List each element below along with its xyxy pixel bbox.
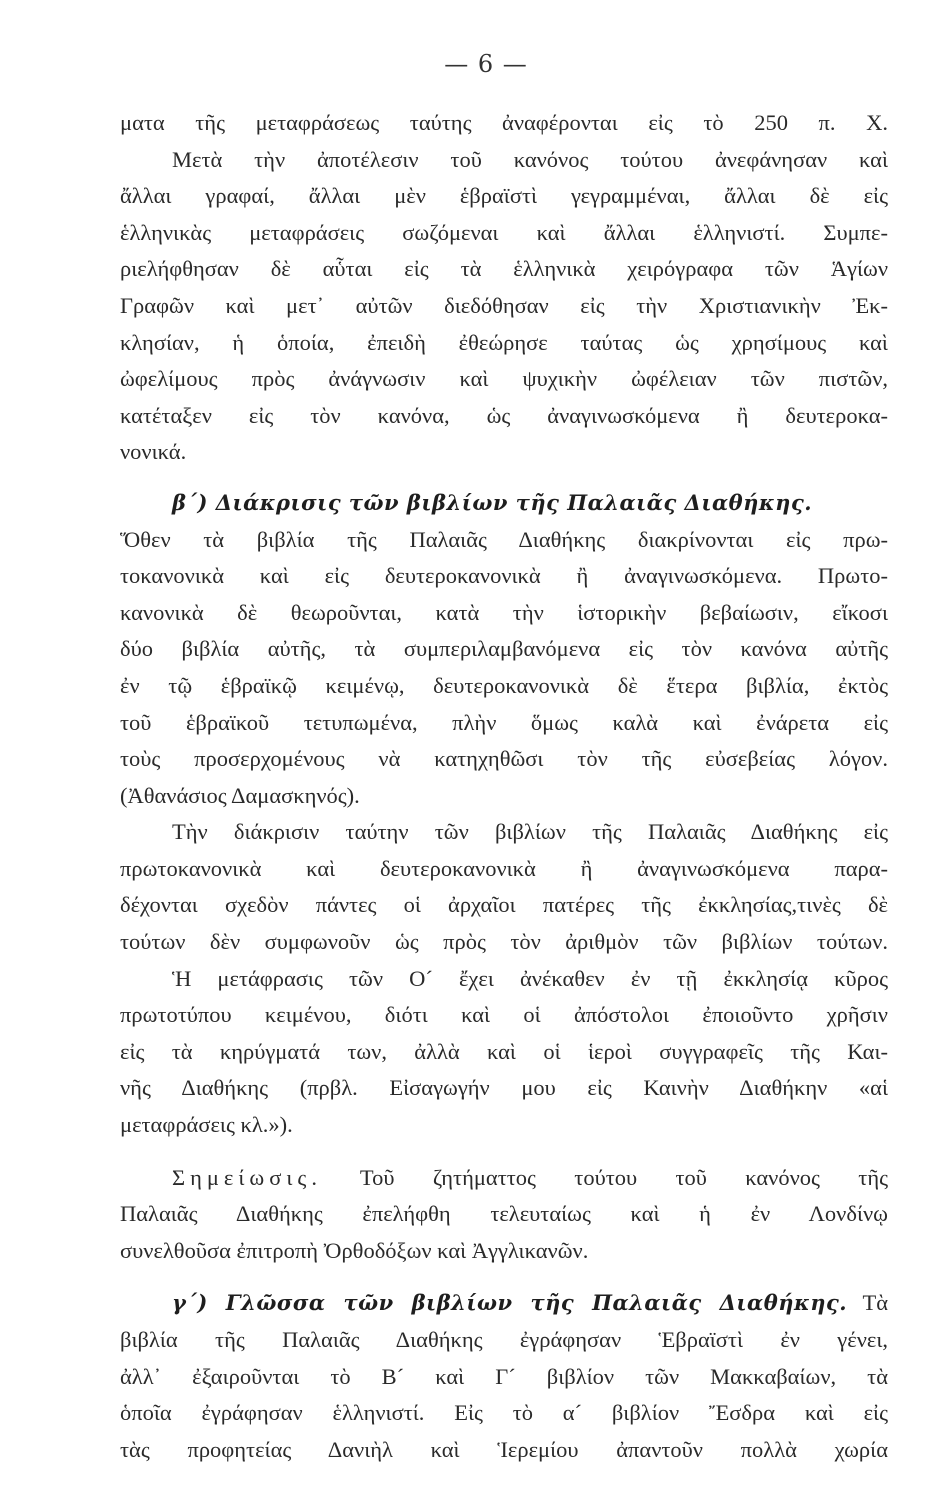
section-heading-beta: [120, 485, 888, 522]
text-line: τοὺς προσερχομένους νὰ κατηχηθῶσι τὸν τῆς εὐσεβείας λόγον.: [120, 746, 888, 772]
text-line: πρωτοκανονικὰ καὶ δευτεροκανονικὰ ἢ ἀναγινωσκόμενα παρα-: [120, 855, 888, 881]
note-text: Τοῦ ζητήματτος τούτου τοῦ κανόνος τῆς: [359, 1164, 889, 1190]
note-label: Σημείωσις.: [172, 1164, 322, 1190]
text-line: Ἡ μετάφρασις τῶν Ο´ ἔχει ἀνέκαθεν ἐν τῇ ἐκκλησίᾳ κῦρος: [172, 965, 888, 991]
section-heading-text: γ´) Γλῶσσα τῶν βιβλίων τῆς Παλαιᾶς Διαθήκης.: [172, 1290, 848, 1316]
text-line: Τὴν διάκρισιν ταύτην τῶν βιβλίων τῆς Παλαιᾶς Διαθήκης εἰς: [172, 819, 888, 845]
text-line: κανονικὰ δὲ θεωροῦνται, κατὰ τὴν ἱστορικὴν βεβαίωσιν, εἴκοσι: [120, 599, 888, 625]
text-line: τὰς προφητείας Δανιὴλ καὶ Ἱερεμίου ἀπαντοῦν πολλὰ χωρία: [120, 1436, 888, 1462]
text-line: δύο βιβλία αὐτῆς, τὰ συμπεριλαμβανόμενα εἰς τὸν κανόνα αὐτῆς: [120, 636, 888, 662]
text-line: Γραφῶν καὶ μετ᾽ αὐτῶν διεδόθησαν εἰς τὴν Χριστιανικὴν Ἐκ-: [120, 292, 888, 318]
text-line: δέχονται σχεδὸν πάντες οἱ ἀρχαῖοι πατέρες τῆς ἐκκλησίας,τινὲς δὲ: [120, 892, 888, 918]
body-text: [120, 105, 888, 1468]
text-line: βιβλία τῆς Παλαιᾶς Διαθήκης ἐγράφησαν Ἑβραϊστὶ ἐν γένει,: [120, 1327, 888, 1352]
text-line: τοῦ ἑβραϊκοῦ τετυπωμένα, πλὴν ὅμως καλὰ καὶ ἐνάρετα εἰς: [120, 709, 888, 735]
text-line: πρωτοτύπου κειμένου, διότι καὶ οἱ ἀπόστολοι ἐποιοῦντο χρῆσιν: [120, 1002, 888, 1028]
text-line: τοκανονικὰ καὶ εἰς δευτεροκανονικὰ ἢ ἀναγινωσκόμενα. Πρωτο-: [120, 563, 888, 589]
note-line: [120, 1160, 888, 1197]
text-line: (Ἀθανάσιος Δαμασκηνός).: [120, 782, 360, 808]
text-line: ἀλλ᾽ ἐξαιροῦνται τὸ Β´ καὶ Γ´ βιβλίον τῶν Μακκαβαίων, τὰ: [120, 1363, 888, 1389]
text-line: Μετὰ τὴν ἀποτέλεσιν τοῦ κανόνος τούτου ἀνεφάνησαν καὶ: [172, 146, 888, 172]
text-line: νονικά.: [120, 439, 187, 465]
text-line: νῆς Διαθήκης (πρβλ. Εἰσαγωγήν μου εἰς Καινὴν Διαθήκην «αἱ: [120, 1075, 888, 1101]
text-line: Παλαιᾶς Διαθήκης ἐπελήφθη τελευταίως καὶ ἡ ἐν Λονδίνῳ: [120, 1201, 888, 1227]
text-line: ἐν τῷ ἑβραϊκῷ κειμένῳ, δευτεροκανονικὰ δὲ ἕτερα βιβλία, ἐκτὸς: [120, 672, 888, 698]
text-line: ἑλληνικὰς μεταφράσεις σωζόμεναι καὶ ἄλλαι ἑλληνιστί. Συμπε-: [120, 219, 888, 245]
section-heading-text: β´) Διάκρισις τῶν βιβλίων τῆς Παλαιᾶς Διαθήκης.: [172, 489, 813, 515]
text-line: ὠφελίμους πρὸς ἀνάγνωσιν καὶ ψυχικὴν ὠφέλειαν τῶν πιστῶν,: [120, 366, 888, 392]
heading-trailing-text: Τὰ: [862, 1290, 889, 1316]
text-line: ὁποῖα ἐγράφησαν ἑλληνιστί. Εἰς τὸ α´ βιβλίον Ἔσδρα καὶ εἰς: [120, 1400, 888, 1426]
page-number: — 6 —: [444, 50, 528, 78]
text-line: ματα τῆς μεταφράσεως ταύτης ἀναφέρονται εἰς τὸ 250 π. Χ.: [120, 110, 888, 135]
text-line: τούτων δὲν συμφωνοῦν ὡς πρὸς τὸν ἀριθμὸν τῶν βιβλίων τούτων.: [120, 929, 888, 955]
text-line: ἄλλαι γραφαί, ἄλλαι μὲν ἑβραϊστὶ γεγραμμέναι, ἄλλαι δὲ εἰς: [120, 183, 888, 209]
text-line: εἰς τὰ κηρύγματά των, ἀλλὰ καὶ οἱ ἱεροὶ συγγραφεῖς τῆς Και-: [120, 1038, 888, 1064]
text-line: κατέταξεν εἰς τὸν κανόνα, ὡς ἀναγινωσκόμενα ἢ δευτεροκα-: [120, 402, 888, 428]
section-heading-gamma: [120, 1285, 888, 1322]
text-line: κλησίαν, ἡ ὁποία, ἐπειδὴ ἐθεώρησε ταύτας ὡς χρησίμους καὶ: [120, 329, 888, 355]
text-line: μεταφράσεις κλ.»).: [120, 1112, 293, 1138]
text-line: Ὅθεν τὰ βιβλία τῆς Παλαιᾶς Διαθήκης διακρίνονται εἰς πρω-: [120, 526, 888, 552]
text-line: ριελήφθησαν δὲ αὗται εἰς τὰ ἑλληνικὰ χειρόγραφα τῶν Ἁγίων: [120, 256, 888, 282]
text-line: συνελθοῦσα ἐπιτροπὴ Ὀρθοδόξων καὶ Ἀγγλικανῶν.: [120, 1237, 589, 1263]
